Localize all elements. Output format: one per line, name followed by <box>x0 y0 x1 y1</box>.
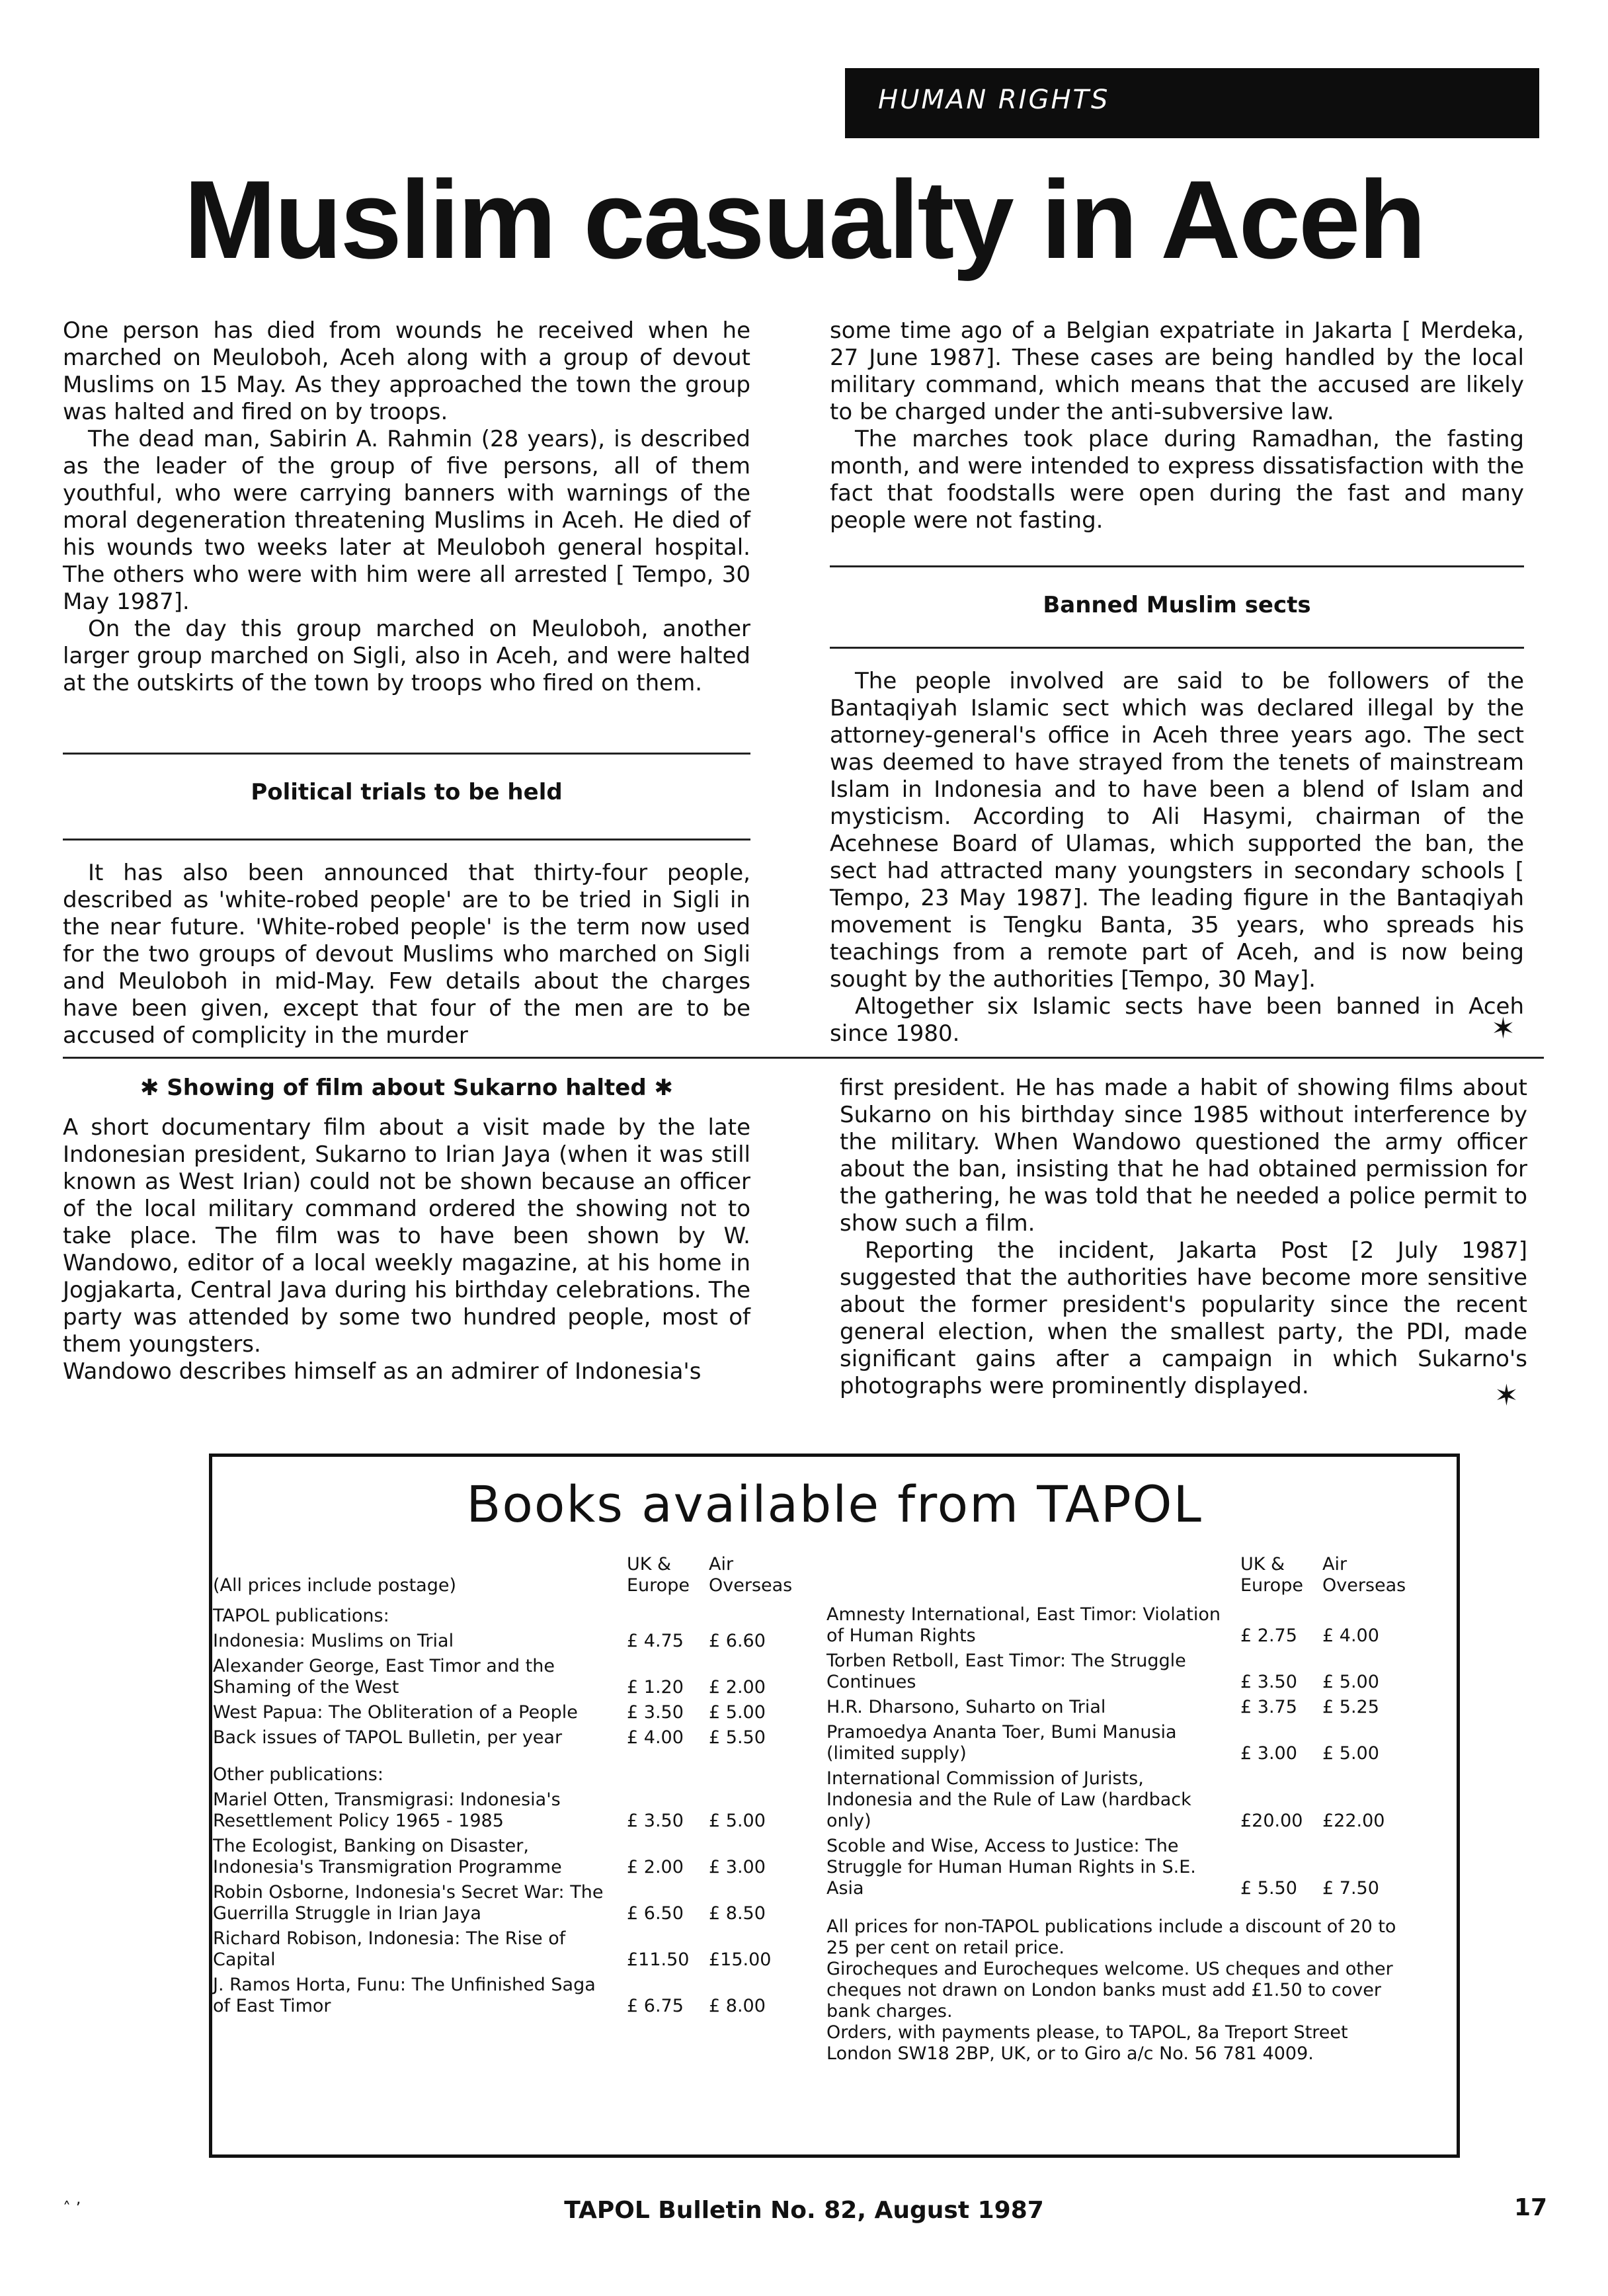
paragraph: It has also been announced that thirty-four people, described as 'white-robed people' are to be tried in Sigli in the near future. 'White-robed people' is the term now used for the two groups of devout Muslims who marched on Sigli and Meuloboh in mid-May. Few details about the charges have been given, except that four of the men are to be accused of complicity in the murder <box>63 860 750 1049</box>
divider <box>830 647 1524 649</box>
price-uk: £ 1.20 <box>627 1677 684 1698</box>
price-uk: £ 3.75 <box>1240 1697 1297 1717</box>
book-title: Mariel Otten, Transmigrasi: Indonesia's Resettlement Policy 1965 - 1985 <box>213 1789 561 1831</box>
price-air: £ 8.00 <box>709 1996 766 2016</box>
price-uk: £ 4.75 <box>627 1631 684 1651</box>
other-heading: Other publications: <box>213 1764 383 1785</box>
paragraph: first president. He has made a habit of showing films about Sukarno on his birthday since 1985 without interference by the military. When Wandowo questioned the army officer about the ban, insisting that he had obtained permission for the gathering, he was told that he needed a police permit to show such a film. <box>840 1075 1527 1237</box>
book-title: Amnesty International, East Timor: Violation of Human Rights <box>826 1604 1221 1646</box>
books-title: Books available from TAPOL <box>466 1475 1203 1534</box>
book-entry <box>213 1631 795 1652</box>
book-entry <box>213 1727 795 1748</box>
column-header-uk: UK & Europe <box>627 1554 690 1596</box>
paragraph: The dead man, Sabirin A. Rahmin (28 years), is described as the leader of the group of five persons, all of them youthful, who were carrying banners with warnings of the moral degeneration threatening Muslims in Aceh. He died of his wounds two weeks later at Meuloboh general hospital. The others who were with him were all arrested [ Tempo, 30 May 1987]. <box>63 426 750 615</box>
paragraph: On the day this group marched on Meuloboh, another larger group marched on Sigli, also in Aceh, and were halted at the outskirts of the town by troops who fired on them. <box>63 616 750 696</box>
column-header-uk: UK & Europe <box>1240 1554 1303 1596</box>
price-air: £ 3.00 <box>709 1857 766 1877</box>
price-air: £ 8.50 <box>709 1903 766 1924</box>
tapol-heading: TAPOL publications: <box>213 1606 389 1626</box>
paragraph: Altogether six Islamic sects have been banned in Aceh since 1980. <box>830 993 1524 1047</box>
price-uk: £11.50 <box>627 1949 690 1970</box>
film-heading-text: Showing of film about Sukarno halted <box>167 1075 647 1101</box>
price-air: £22.00 <box>1322 1811 1385 1831</box>
book-entry <box>826 1651 1408 1693</box>
section-banner: HUMAN RIGHTS <box>845 68 1539 138</box>
books-left-column <box>213 1554 795 2017</box>
book-title: International Commission of Jurists, Indonesia and the Rule of Law (hardback only) <box>826 1768 1191 1831</box>
subheading-political-trials: Political trials to be held <box>251 779 563 805</box>
left-column-continued <box>63 860 750 1049</box>
price-uk: £ 2.00 <box>627 1857 684 1877</box>
paragraph: The marches took place during Ramadhan, the fasting month, and were intended to express dissatisfaction with the fact that foodstalls were open during the fast and many people were not fasting. <box>830 426 1524 534</box>
film-right-column <box>840 1075 1527 1400</box>
book-entry <box>213 1836 795 1878</box>
book-entry <box>213 1928 795 1971</box>
book-title: Robin Osborne, Indonesia's Secret War: The Guerrilla Struggle in Irian Jaya <box>213 1882 604 1924</box>
price-air: £ 6.60 <box>709 1631 766 1651</box>
book-title: West Papua: The Obliteration of a People <box>213 1702 578 1723</box>
price-air: £ 5.25 <box>1322 1697 1379 1717</box>
paragraph: The people involved are said to be followers of the Bantaqiyah Islamic sect which was declared illegal by the attorney-general's office in Aceh three years ago. The sect was deemed to have strayed from the tenets of mainstream Islam in Indonesia and to have been a blend of Islam and mysticism. According to Ali Hasymi, chairman of the Acehnese Board of Ulamas, which supported the ban, the sect had attracted many youngsters in secondary schools [ Tempo, 23 May 1987]. The leading figure in the Bantaqiyah movement is Tengku Banta, 35 years, who spreads his teachings from a remote part of Aceh, and is now being sought by the authorities [Tempo, 30 May]. <box>830 668 1524 993</box>
price-air: £15.00 <box>709 1949 772 1970</box>
section-divider <box>63 1057 1544 1059</box>
paragraph: A short documentary film about a visit made by the late Indonesian president, Sukarno to Irian Jaya (when it was still known as West Irian) could not be shown because an officer of the local military command ordered the showing not to take place. The film was to have been shown by W. Wandowo, editor of a local weekly magazine, at his home in Jogjakarta, Central Java during his birthday celebrations. The party was attended by some two hundred people, most of them youngsters. <box>63 1114 750 1358</box>
footer-publication: TAPOL Bulletin No. 82, August 1987 <box>564 2197 1044 2224</box>
book-title: Scoble and Wise, Access to Justice: The Struggle for Human Human Rights in S.E. Asia <box>826 1836 1196 1899</box>
film-heading <box>63 1075 750 1101</box>
price-uk: £ 5.50 <box>1240 1878 1297 1899</box>
books-note-discount: All prices for non-TAPOL publications include a discount of 20 to 25 per cent on retail price. <box>826 1916 1396 1958</box>
price-air: £ 5.00 <box>709 1811 766 1831</box>
book-title: Alexander George, East Timor and the Shaming of the West <box>213 1656 555 1698</box>
book-entry <box>826 1722 1408 1764</box>
price-uk: £20.00 <box>1240 1811 1303 1831</box>
footer-marks: ˄ ’ <box>63 2199 81 2217</box>
book-title: Indonesia: Muslims on Trial <box>213 1631 454 1651</box>
price-air: £ 4.00 <box>1322 1625 1379 1646</box>
section-end-mark: ✶ <box>1491 1012 1515 1046</box>
divider <box>63 839 750 840</box>
book-title: Pramoedya Ananta Toer, Bumi Manusia (limited supply) <box>826 1722 1177 1764</box>
book-title: Back issues of TAPOL Bulletin, per year <box>213 1727 563 1748</box>
price-header <box>826 1554 1408 1596</box>
paragraph: some time ago of a Belgian expatriate in Jakarta [ Merdeka, 27 June 1987]. These cases are being handled by the local military command, which means that the accused are likely to be charged under the anti-subversive law. <box>830 317 1524 425</box>
books-note-cheques: Girocheques and Eurocheques welcome. US cheques and other cheques not drawn on London banks must add £1.50 to cover bank charges. <box>826 1959 1393 2022</box>
book-entry <box>213 1702 795 1723</box>
price-air: £ 7.50 <box>1322 1878 1379 1899</box>
paragraph: Wandowo describes himself as an admirer of Indonesia's <box>63 1358 702 1385</box>
price-uk: £ 6.75 <box>627 1996 684 2016</box>
price-uk: £ 3.50 <box>627 1702 684 1723</box>
books-right-column <box>826 1554 1408 2065</box>
price-uk: £ 3.50 <box>627 1811 684 1831</box>
price-uk: £ 6.50 <box>627 1903 684 1924</box>
headline: Muslim casualty in Aceh <box>183 157 1425 282</box>
book-title: Richard Robison, Indonesia: The Rise of Capital <box>213 1928 566 1970</box>
asterisk-icon: ✱ <box>140 1075 159 1101</box>
price-air: £ 5.00 <box>709 1702 766 1723</box>
right-column-continued <box>830 668 1524 1047</box>
price-uk: £ 3.50 <box>1240 1672 1297 1692</box>
divider <box>63 753 750 755</box>
left-column <box>63 317 750 697</box>
book-entry <box>826 1768 1408 1832</box>
right-book-list <box>826 1604 1408 1899</box>
book-entry <box>826 1604 1408 1647</box>
film-left-column <box>63 1114 750 1385</box>
book-title: Torben Retboll, East Timor: The Struggle Continues <box>826 1651 1186 1692</box>
paragraph: Reporting the incident, Jakarta Post [2 July 1987] suggested that the authorities have become more sensitive about the former president's popularity since the recent general election, when the smallest party, the PDI, made significant gains after a campaign in which Sukarno's photographs were prominently displayed. <box>840 1237 1527 1399</box>
asterisk-icon: ✱ <box>654 1075 674 1101</box>
price-header <box>213 1554 795 1596</box>
price-uk: £ 2.75 <box>1240 1625 1297 1646</box>
other-book-list <box>213 1789 795 2017</box>
price-air: £ 5.50 <box>709 1727 766 1748</box>
divider <box>830 565 1524 567</box>
book-entry <box>213 1789 795 1832</box>
book-entry <box>213 1656 795 1698</box>
book-entry <box>826 1697 1408 1718</box>
books-note-orders: Orders, with payments please, to TAPOL, 8a Treport Street London SW18 2BP, UK, or to Giro a/c No. 56 781 4009. <box>826 2022 1348 2064</box>
price-air: £ 5.00 <box>1322 1743 1379 1764</box>
column-header-air: Air Overseas <box>1322 1554 1406 1596</box>
book-entry <box>826 1836 1408 1899</box>
book-entry <box>213 1975 795 2017</box>
prices-note: (All prices include postage) <box>213 1575 456 1596</box>
book-title: J. Ramos Horta, Funu: The Unfinished Saga of East Timor <box>213 1975 596 2016</box>
column-header-air: Air Overseas <box>709 1554 793 1596</box>
book-entry <box>213 1882 795 1924</box>
tapol-book-list <box>213 1631 795 1748</box>
subheading-banned-sects: Banned Muslim sects <box>1043 592 1311 618</box>
right-column <box>830 317 1524 534</box>
price-uk: £ 3.00 <box>1240 1743 1297 1764</box>
page-number: 17 <box>1514 2194 1548 2221</box>
price-air: £ 2.00 <box>709 1677 766 1698</box>
section-end-mark: ✶ <box>1494 1379 1519 1413</box>
price-uk: £ 4.00 <box>627 1727 684 1748</box>
book-title: The Ecologist, Banking on Disaster, Indonesia's Transmigration Programme <box>213 1836 562 1877</box>
paragraph: One person has died from wounds he received when he marched on Meuloboh, Aceh along with a group of devout Muslims on 15 May. As they approached the town the group was halted and fired on by troops. <box>63 317 750 425</box>
price-air: £ 5.00 <box>1322 1672 1379 1692</box>
book-title: H.R. Dharsono, Suharto on Trial <box>826 1697 1106 1717</box>
